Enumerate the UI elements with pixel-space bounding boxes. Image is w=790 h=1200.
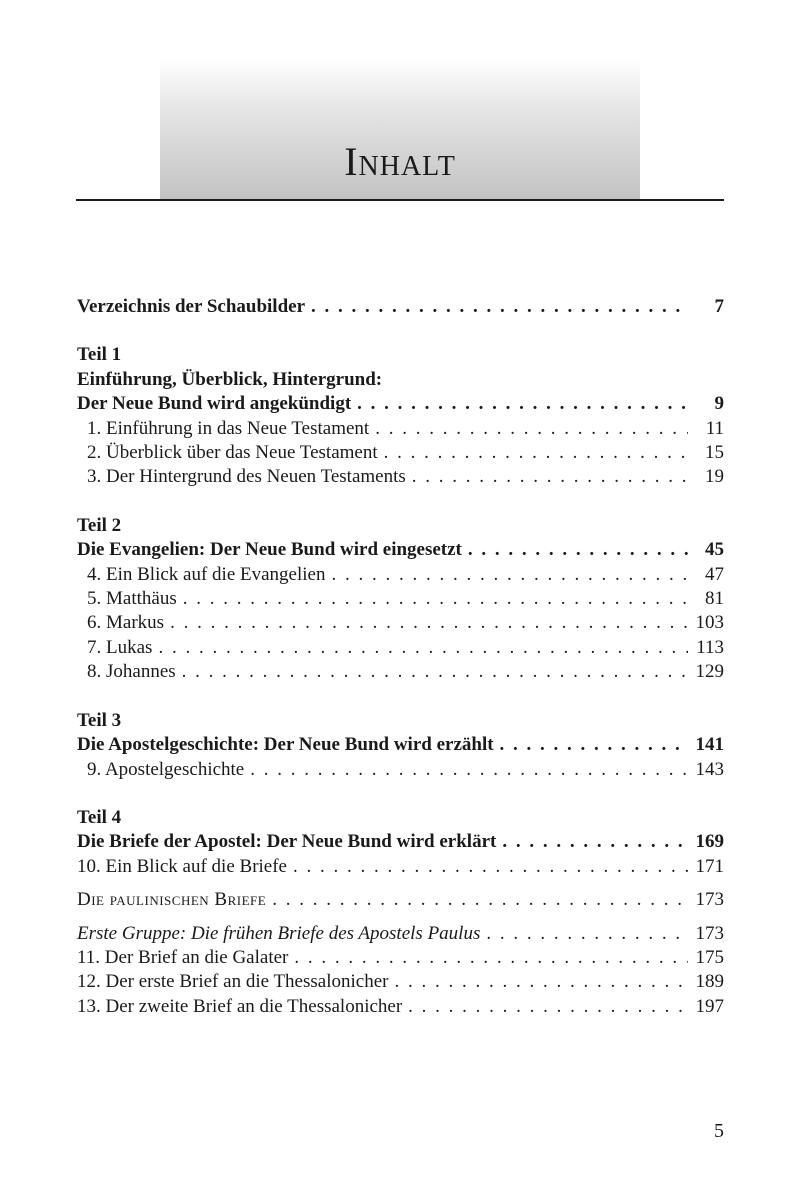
toc-entry-part-1[interactable] bbox=[77, 392, 724, 416]
table-of-contents bbox=[77, 295, 724, 1019]
part-heading-2: Teil 2 bbox=[77, 514, 122, 536]
toc-leader-dots bbox=[375, 417, 688, 441]
toc-entry-chapter-9[interactable] bbox=[77, 758, 724, 782]
toc-entry-label: 10. Ein Blick auf die Briefe bbox=[77, 855, 287, 877]
toc-leader-dots bbox=[311, 295, 688, 319]
toc-leader-dots bbox=[158, 636, 688, 660]
toc-entry-page: 9 bbox=[714, 393, 724, 415]
toc-entry-chapter-11[interactable] bbox=[77, 946, 724, 970]
toc-entry-page: 171 bbox=[695, 855, 724, 877]
toc-entry-label: 2. Überblick über das Neue Testament bbox=[87, 442, 378, 464]
toc-entry-chapter-13[interactable] bbox=[77, 995, 724, 1019]
toc-entry-chapter-4[interactable] bbox=[77, 563, 724, 587]
toc-entry-page: 175 bbox=[695, 946, 724, 968]
toc-entry-page: 81 bbox=[705, 588, 724, 610]
toc-leader-dots bbox=[182, 660, 688, 684]
toc-entry-label: Die Briefe der Apostel: Der Neue Bund wird erklärt bbox=[77, 831, 497, 853]
toc-entry-label: Der Neue Bund wird angekündigt bbox=[77, 393, 352, 415]
toc-entry-label: 13. Der zweite Brief an die Thessalonicher bbox=[77, 995, 403, 1017]
toc-entry-page: 143 bbox=[695, 758, 724, 780]
toc-entry-page: 173 bbox=[695, 922, 724, 944]
toc-entry-chapter-6[interactable] bbox=[77, 611, 724, 635]
toc-entry-verzeichnis[interactable] bbox=[77, 295, 724, 319]
toc-entry-page: 169 bbox=[695, 831, 724, 853]
toc-entry-label: Die Apostelgeschichte: Der Neue Bund wird erzählt bbox=[77, 734, 494, 756]
toc-entry-label: Die Evangelien: Der Neue Bund wird eingesetzt bbox=[77, 539, 462, 561]
part-heading-3: Teil 3 bbox=[77, 709, 122, 731]
toc-entry-label: 6. Markus bbox=[87, 612, 165, 634]
toc-leader-dots bbox=[183, 587, 688, 611]
toc-entry-label: 8. Johannes bbox=[87, 661, 176, 683]
toc-entry-label: Verzeichnis der Schaubilder bbox=[77, 296, 306, 317]
toc-entry-group-1[interactable] bbox=[77, 922, 724, 946]
toc-entry-page: 129 bbox=[695, 661, 724, 683]
toc-leader-dots bbox=[250, 758, 688, 782]
toc-leader-dots bbox=[272, 888, 688, 912]
part-heading-4: Teil 4 bbox=[77, 806, 122, 828]
toc-entry-part-3[interactable] bbox=[77, 733, 724, 757]
toc-entry-label: 1. Einführung in das Neue Testament bbox=[87, 417, 370, 439]
toc-entry-page: 197 bbox=[695, 995, 724, 1017]
page-title: Inhalt bbox=[344, 139, 456, 184]
toc-entry-label: 5. Matthäus bbox=[87, 588, 177, 610]
toc-entry-page: 11 bbox=[705, 417, 724, 439]
toc-leader-dots bbox=[486, 922, 688, 946]
toc-entry-label: Erste Gruppe: Die frühen Briefe des Apostels Paulus bbox=[77, 922, 481, 944]
toc-entry-page: 141 bbox=[695, 734, 724, 756]
toc-leader-dots bbox=[468, 538, 688, 562]
toc-entry-part-4[interactable] bbox=[77, 830, 724, 854]
toc-leader-dots bbox=[384, 441, 688, 465]
title-rule bbox=[76, 199, 724, 201]
toc-leader-dots bbox=[357, 392, 688, 416]
toc-entry-page: 189 bbox=[695, 971, 724, 993]
toc-entry-label: Die paulinischen Briefe bbox=[77, 889, 267, 911]
toc-leader-dots bbox=[394, 970, 688, 994]
toc-entry-chapter-3[interactable] bbox=[77, 465, 724, 489]
toc-entry-page: 103 bbox=[695, 612, 724, 634]
toc-leader-dots bbox=[331, 563, 688, 587]
toc-entry-chapter-8[interactable] bbox=[77, 660, 724, 684]
toc-leader-dots bbox=[412, 465, 688, 489]
toc-entry-page: 15 bbox=[705, 442, 724, 464]
toc-entry-label: 4. Ein Blick auf die Evangelien bbox=[87, 563, 326, 585]
toc-entry-chapter-1[interactable] bbox=[77, 417, 724, 441]
toc-entry-page: 173 bbox=[695, 889, 724, 911]
toc-entry-page: 113 bbox=[696, 636, 724, 658]
toc-entry-chapter-5[interactable] bbox=[77, 587, 724, 611]
part-heading-1: Teil 1 bbox=[77, 344, 122, 366]
toc-leader-dots bbox=[293, 855, 688, 879]
toc-entry-page: 45 bbox=[705, 539, 724, 561]
toc-entry-page: 7 bbox=[714, 296, 724, 317]
toc-entry-part-2[interactable] bbox=[77, 538, 724, 562]
toc-leader-dots bbox=[294, 946, 688, 970]
toc-entry-chapter-10[interactable] bbox=[77, 855, 724, 879]
page-number: 5 bbox=[714, 1120, 724, 1142]
toc-entry-label: 7. Lukas bbox=[87, 636, 153, 658]
toc-entry-page: 19 bbox=[705, 466, 724, 488]
toc-entry-label: 11. Der Brief an die Galater bbox=[77, 946, 289, 968]
toc-entry-label: 12. Der erste Brief an die Thessalonicher bbox=[77, 971, 389, 993]
toc-entry-chapter-12[interactable] bbox=[77, 970, 724, 994]
toc-entry-chapter-2[interactable] bbox=[77, 441, 724, 465]
toc-leader-dots bbox=[408, 995, 688, 1019]
toc-entry-label: 9. Apostelgeschichte bbox=[87, 758, 245, 780]
toc-entry-page: 47 bbox=[705, 563, 724, 585]
toc-entry-section-paulinische[interactable] bbox=[77, 888, 724, 912]
toc-leader-dots bbox=[502, 830, 688, 854]
toc-leader-dots bbox=[170, 611, 688, 635]
toc-entry-chapter-7[interactable] bbox=[77, 636, 724, 660]
part-subheading-1: Einführung, Überblick, Hintergrund: bbox=[77, 368, 383, 390]
toc-entry-label: 3. Der Hintergrund des Neuen Testaments bbox=[87, 466, 406, 488]
toc-leader-dots bbox=[500, 733, 688, 757]
